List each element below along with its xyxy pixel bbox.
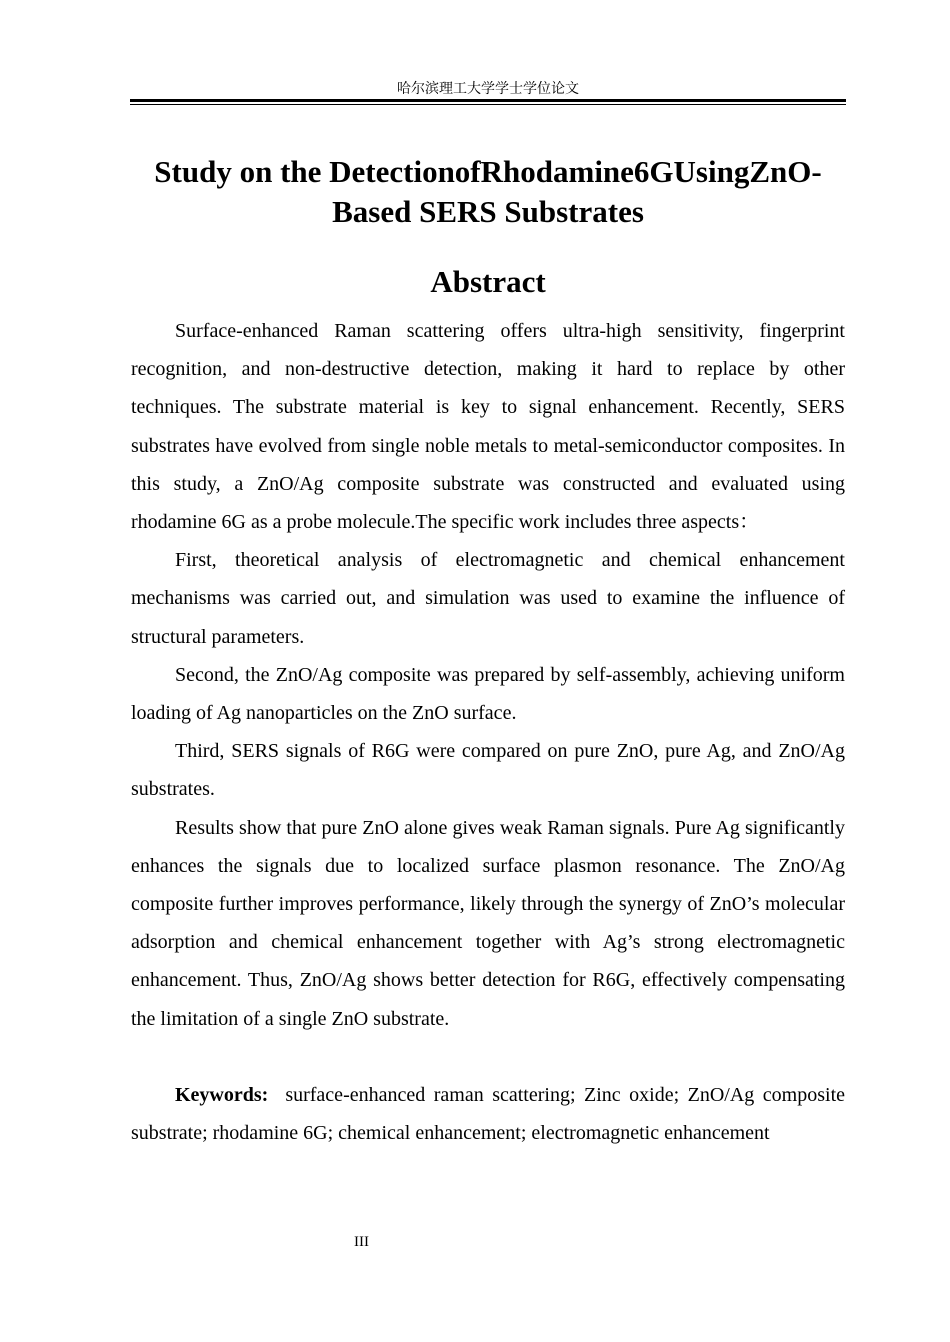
abstract-heading: Abstract: [430, 264, 546, 299]
abstract-paragraph-5: Results show that pure ZnO alone gives weak Raman signals. Pure Ag significantly enhances the signals due to localized surface plasmon resonance. The ZnO/Ag composite further improves performance, likely through the synergy of ZnO’s molecular adsorption and chemical enhancement together with Ag’s strong electromagnetic enhancement. Thus, ZnO/Ag shows better detection for R6G, effectively compensating the limitation of a single ZnO substrate.: [131, 816, 845, 1030]
header-rule-thick: [130, 99, 846, 102]
page-number: III: [354, 1234, 369, 1250]
running-header: 哈尔滨理工大学学士学位论文: [397, 81, 579, 97]
paper-title: Study on the DetectionofRhodamine6GUsingZnO-Based SERS Substrates: [154, 154, 822, 229]
header-rule-thin: [130, 104, 846, 105]
abstract-paragraph-4: Third, SERS signals of R6G were compared on pure ZnO, pure Ag, and ZnO/Ag substrates.: [131, 740, 845, 801]
keywords-label: Keywords:: [175, 1083, 269, 1106]
abstract-paragraph-3: Second, the ZnO/Ag composite was prepared by self-assembly, achieving uniform loading of Ag nanoparticles on the ZnO surface.: [131, 663, 845, 725]
abstract-paragraph-1: Surface-enhanced Raman scattering offers ultra-high sensitivity, fingerprint recognition, and non-destructive detection, making it hard to replace by other techniques. The substrate material is key to signal enhancement. Recently, SERS substrates have evolved from single noble metals to metal-semiconductor composites. In this study, a ZnO/Ag composite substrate was constructed and evaluated using rhodamine 6G as a probe molecule.The specific work includes three aspects：: [131, 320, 845, 534]
abstract-body: [131, 312, 845, 1152]
keywords-text: surface-enhanced raman scattering; Zinc oxide; ZnO/Ag composite substrate; rhodamine 6G; chemical enhancement; electromagnetic enhancement: [131, 1083, 845, 1145]
abstract-paragraph-2: First, theoretical analysis of electromagnetic and chemical enhancement mechanisms was carried out, and simulation was used to examine the influence of structural parameters.: [131, 549, 845, 648]
keywords-paragraph: [131, 1076, 845, 1152]
